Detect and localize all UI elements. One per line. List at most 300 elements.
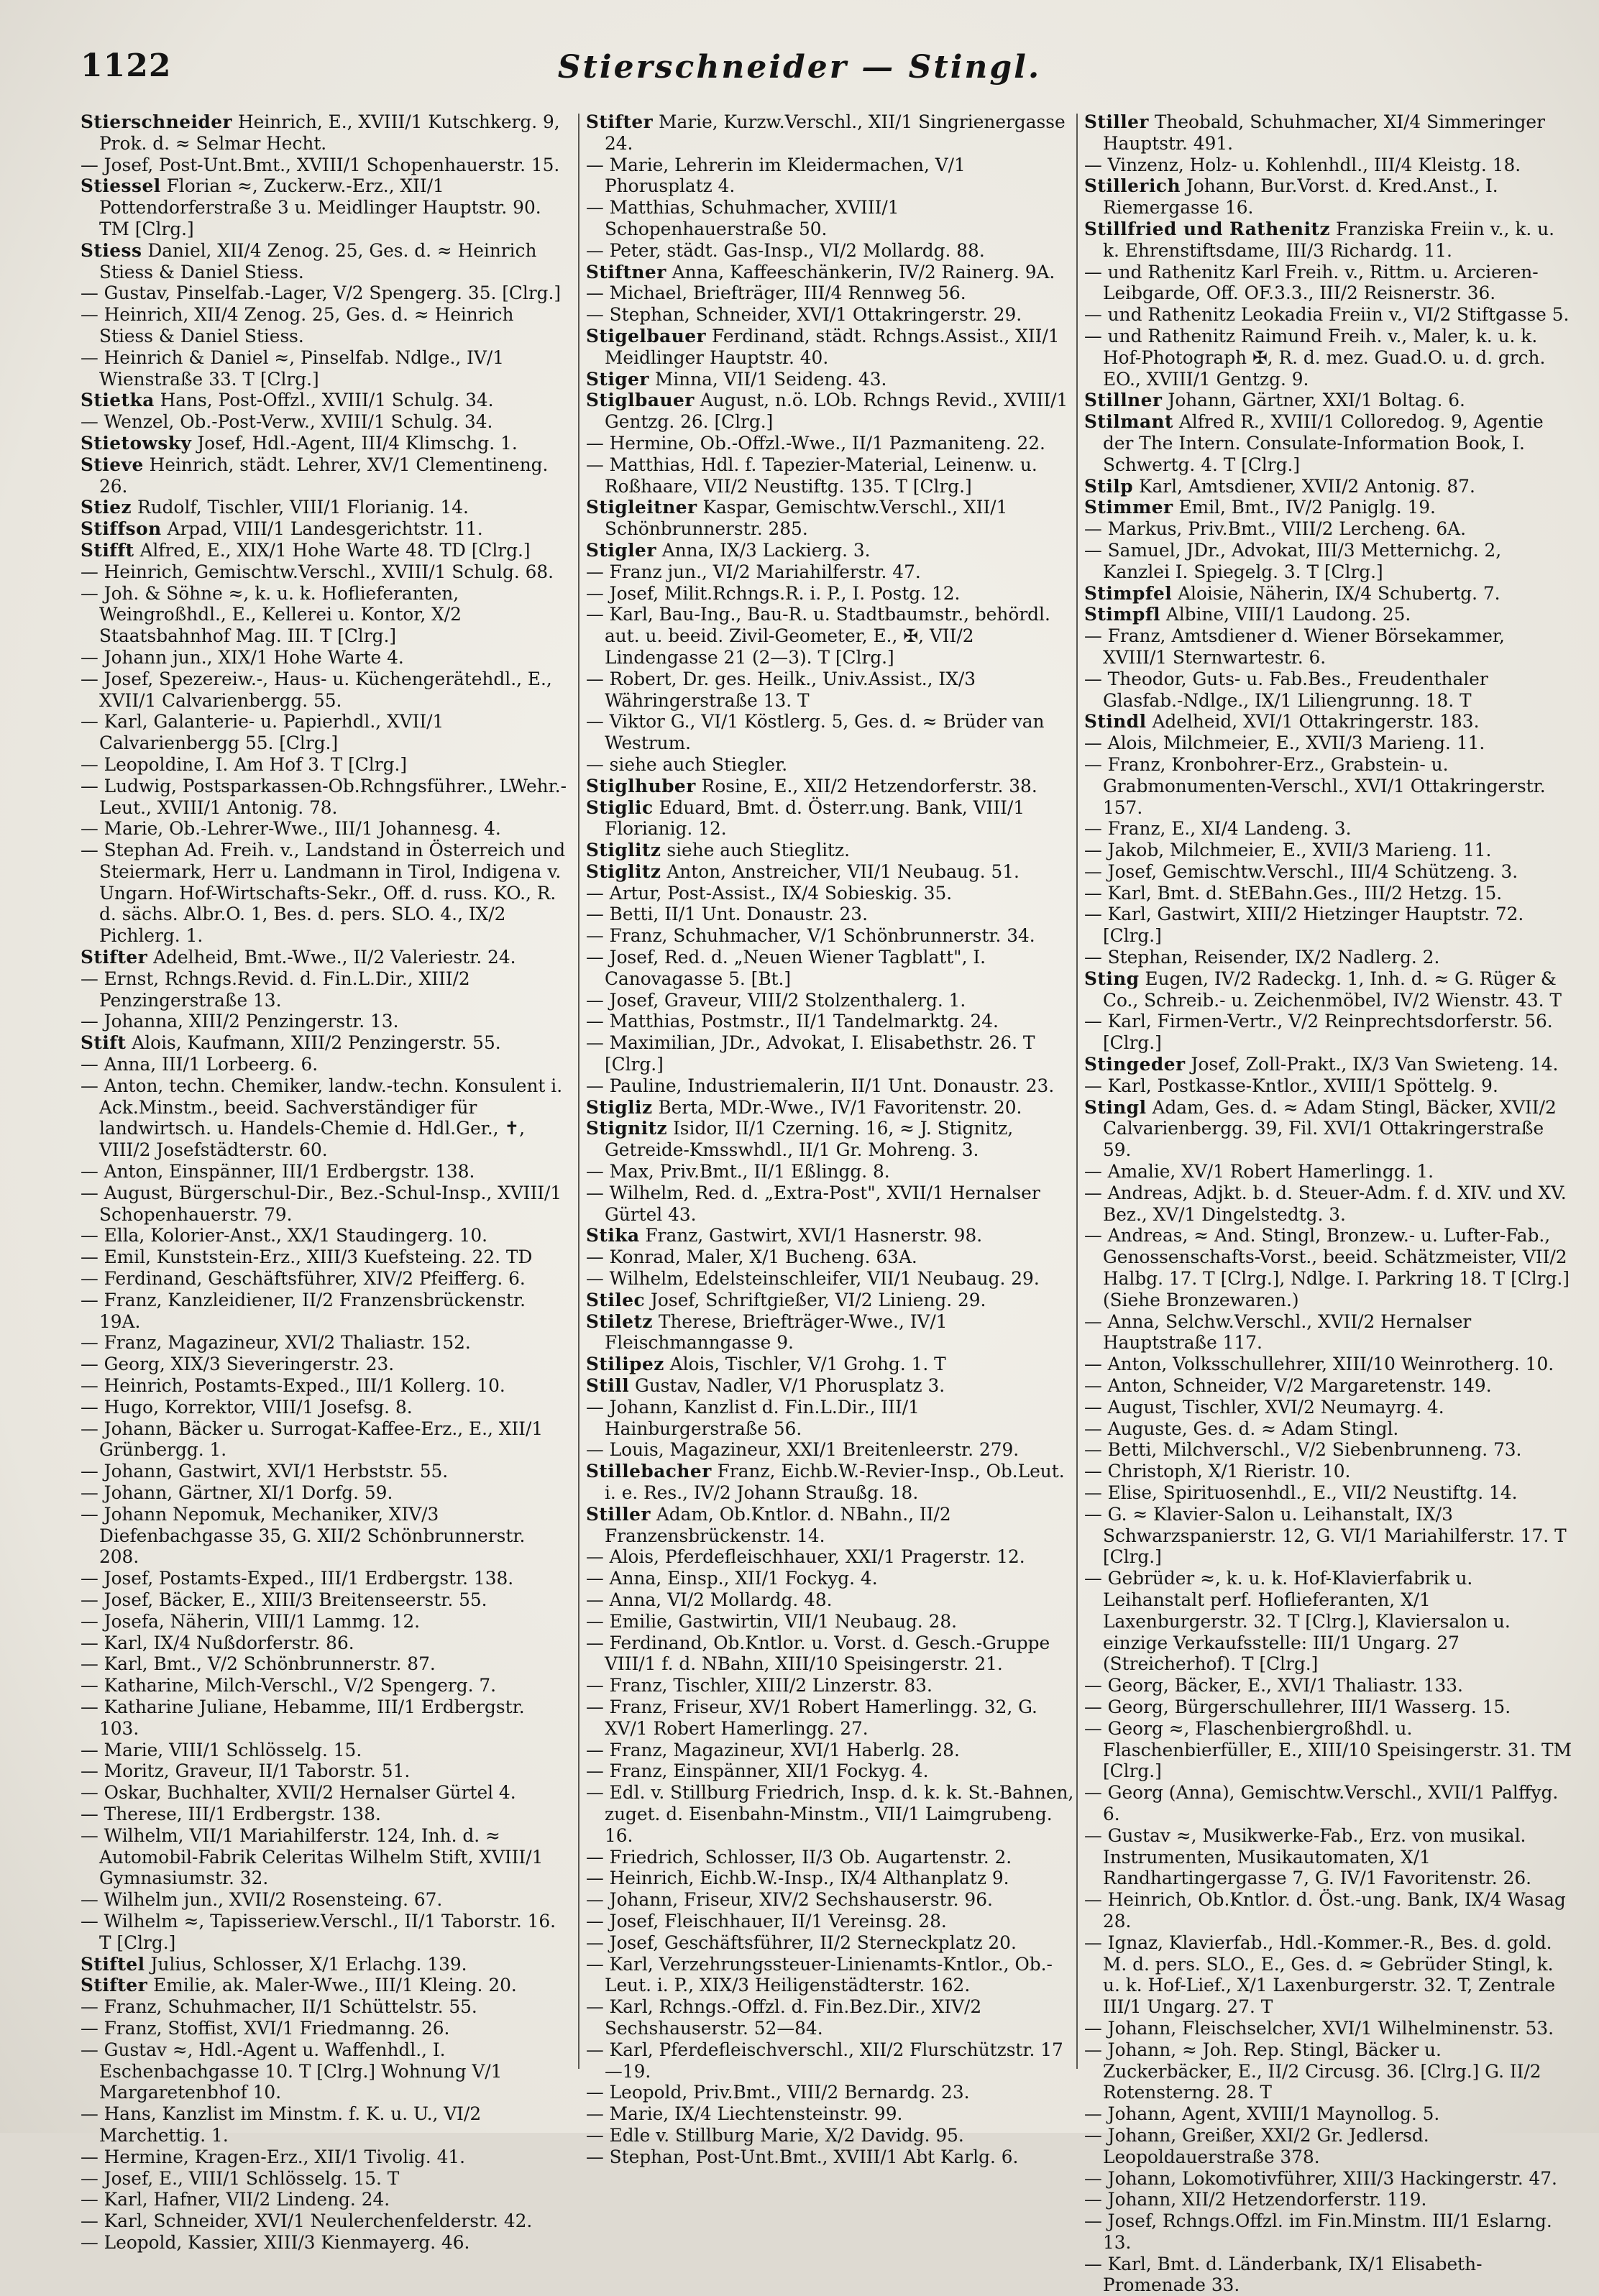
directory-entry: [1084, 1311, 1573, 1354]
entry-details: — Franz, Einspänner, XII/1 Fockyg. 4.: [586, 1760, 929, 1782]
entry-details: — Leopold, Kassier, XIII/3 Kienmayerg. 46.: [81, 2231, 470, 2253]
directory-entry: [81, 1461, 569, 1482]
directory-entry: [81, 2018, 569, 2039]
directory-entry: [586, 1375, 1075, 1397]
directory-entry: [586, 797, 1075, 840]
entry-details: Franziska Freiin v., k. u. k. Ehrenstiftsdame, III/3 Richardg. 11.: [1103, 218, 1554, 261]
entry-details: Rosine, E., XII/2 Hetzendorferstr. 38.: [701, 775, 1037, 796]
entry-details: Alois, Tischler, V/1 Grohg. 1. T: [669, 1354, 946, 1375]
entry-details: — Katharine Juliane, Hebamme, III/1 Erdbergstr. 103.: [81, 1696, 525, 1739]
directory-entry: [586, 1740, 1075, 1761]
entry-surname: Stimpfl: [1084, 604, 1160, 625]
entry-details: — Franz, Schuhmacher, V/1 Schönbrunnerstr. 34.: [586, 925, 1035, 947]
directory-entry: [1084, 540, 1573, 583]
directory-entry: [586, 390, 1075, 433]
directory-entry: [81, 1354, 569, 1375]
column-divider: [578, 114, 579, 2069]
entry-details: — Franz, Amtsdiener d. Wiener Börsekammer, XVIII/1 Sternwartestr. 6.: [1084, 625, 1505, 668]
directory-entry: [1084, 175, 1573, 219]
entry-details: — und Rathenitz Leokadia Freiin v., VI/2 Stiftgasse 5.: [1084, 304, 1570, 326]
entry-details: — Peter, städt. Gas-Insp., VI/2 Mollardg. 88.: [586, 239, 985, 261]
entry-details: Florian ≈, Zuckerw.-Erz., XII/1 Pottendorferstraße 3 u. Meidlinger Hauptstr. 90. TM [Clrg.]: [99, 175, 541, 239]
directory-entry: [81, 1161, 569, 1183]
directory-entry: [586, 1954, 1075, 1997]
column-divider: [1076, 114, 1078, 2069]
column-left: [81, 111, 569, 2253]
directory-entry: [1084, 1504, 1573, 1568]
directory-entry: [1084, 2189, 1573, 2210]
entry-surname: Stiez: [81, 497, 132, 518]
directory-entry: [586, 1354, 1075, 1375]
entry-details: — Josef, E., VIII/1 Schlösselg. 15. T: [81, 2167, 400, 2189]
entry-surname: Stiglhuber: [586, 775, 696, 796]
entry-details: — Anton, Einspänner, III/1 Erdbergstr. 138.: [81, 1161, 475, 1183]
directory-entry: [81, 1504, 569, 1568]
entry-surname: Stignitz: [586, 1118, 668, 1139]
entry-surname: Stilmant: [1084, 411, 1173, 433]
entry-details: Johann, Bur.Vorst. d. Kred.Anst., I. Riemergasse 16.: [1103, 175, 1498, 219]
entry-details: — Georg, Bäcker, E., XVI/1 Thaliastr. 133.: [1084, 1675, 1463, 1696]
entry-surname: Sting: [1084, 968, 1140, 989]
entry-surname: Stifter: [586, 111, 654, 132]
entry-details: — Ferdinand, Geschäftsführer, XIV/2 Pfeifferg. 6.: [81, 1268, 526, 1290]
directory-entry: [1084, 754, 1573, 818]
entry-details: — Johann, Bäcker u. Surrogat-Kaffee-Erz., E., XII/1 Grünbergg. 1.: [81, 1418, 544, 1461]
column-right: [1084, 111, 1573, 2296]
entry-details: — Alois, Milchmeier, E., XVII/3 Marieng. 11.: [1084, 733, 1485, 754]
entry-details: — Emilie, Gastwirtin, VII/1 Neubaug. 28.: [586, 1610, 958, 1632]
directory-entry: [1084, 518, 1573, 540]
entry-details: Adelheid, Bmt.-Wwe., II/2 Valeriestr. 24.: [153, 947, 516, 968]
entry-details: — Viktor G., VI/1 Köstlerg. 5, Ges. d. ≈ Brüder van Westrum.: [586, 711, 1045, 754]
directory-entry: [586, 840, 1075, 861]
entry-details: — Elise, Spirituosenhdl., E., VII/2 Neustiftg. 14.: [1084, 1482, 1518, 1503]
entry-details: — Samuel, JDr., Advokat, III/3 Metternichg. 2, Kanzlei I. Spiegelg. 3. T [Clrg.]: [1084, 539, 1502, 582]
entry-details: Gustav, Nadler, V/1 Phorusplatz 3.: [635, 1375, 945, 1397]
page-number: 1122: [81, 47, 172, 84]
directory-entry: [586, 947, 1075, 990]
directory-entry: [1084, 1718, 1573, 1782]
directory-entry: [586, 1161, 1075, 1183]
entry-surname: Stimmer: [1084, 497, 1173, 518]
entry-surname: Still: [586, 1375, 630, 1397]
directory-entry: [586, 1568, 1075, 1589]
directory-entry: [586, 1696, 1075, 1740]
directory-entry: [81, 1075, 569, 1161]
entry-details: — Marie, VIII/1 Schlösselg. 15.: [81, 1739, 362, 1760]
directory-entry: [586, 1246, 1075, 1268]
entry-details: Johann, Gärtner, XXI/1 Boltag. 6.: [1168, 390, 1465, 411]
entry-details: — Wilhelm jun., XVII/2 Rosensteing. 67.: [81, 1889, 443, 1911]
directory-entry: [81, 1482, 569, 1504]
directory-entry: [81, 454, 569, 497]
directory-entry: [1084, 2210, 1573, 2254]
directory-entry: [1084, 304, 1573, 326]
directory-entry: [81, 540, 569, 561]
directory-entry: [81, 1183, 569, 1226]
directory-entry: [1084, 1675, 1573, 1696]
entry-details: — Emil, Kunststein-Erz., XIII/3 Kuefsteing. 22. TD: [81, 1246, 533, 1268]
directory-entry: [81, 1825, 569, 1889]
directory-entry: [81, 1804, 569, 1825]
entry-details: — Georg (Anna), Gemischtw.Verschl., XVII/1 Palffyg. 6.: [1084, 1782, 1559, 1824]
directory-entry: [586, 262, 1075, 283]
directory-entry: [1084, 1568, 1573, 1675]
entry-details: — Hans, Kanzlist im Minstm. f. K. u. U., VI/2 Marchettig. 1.: [81, 2103, 482, 2146]
entry-details: Adam, Ges. d. ≈ Adam Stingl, Bäcker, XVII/2 Calvarienbergg. 39, Fil. XVI/1 Ottakringerstraße 59.: [1103, 1096, 1557, 1161]
entry-details: — Edle v. Stillburg Marie, X/2 Davidg. 95.: [586, 2124, 964, 2146]
directory-entry: [586, 904, 1075, 925]
entry-details: Franz, Gastwirt, XVI/1 Hasnerstr. 98.: [645, 1225, 983, 1246]
directory-entry: [81, 776, 569, 819]
directory-entry: [81, 1954, 569, 1975]
entry-details: — Oskar, Buchhalter, XVII/2 Hernalser Gürtel 4.: [81, 1782, 516, 1804]
entry-details: — Johann, Gärtner, XI/1 Dorfg. 59.: [81, 1482, 393, 1503]
entry-details: — Wilhelm ≈, Tapisseriew.Verschl., II/1 Taborstr. 16. T [Clrg.]: [81, 1910, 556, 1953]
entry-details: — und Rathenitz Raimund Freih. v., Maler, k. u. k. Hof-Photograph ✠, R. d. mez. Guad.O. u. d. grch. EO., XVIII/1 Gentzg. 9.: [1084, 325, 1546, 390]
entry-details: — Katharine, Milch-Verschl., V/2 Spengerg. 7.: [81, 1675, 497, 1696]
entry-details: — G. ≈ Klavier-Salon u. Leihanstalt, IX/3 Schwarzspanierstr. 12, G. VI/1 Mariahilferstr. 17. T [Clrg.]: [1084, 1503, 1567, 1568]
entry-details: — Stephan, Reisender, IX/2 Nadlerg. 2.: [1084, 947, 1440, 968]
directory-entry: [81, 2168, 569, 2190]
entry-details: — Josef, Postamts-Exped., III/1 Erdbergstr. 138.: [81, 1568, 514, 1589]
directory-entry: [586, 1868, 1075, 1889]
entry-details: — Marie, Ob.-Lehrer-Wwe., III/1 Johannesg. 4.: [81, 818, 501, 840]
entry-details: — Ernst, Rchngs.Revid. d. Fin.L.Dir., XIII/2 Penzingerstraße 13.: [81, 968, 470, 1011]
directory-entry: [81, 347, 569, 390]
directory-entry: [586, 1996, 1075, 2039]
directory-entry: [586, 1911, 1075, 1932]
directory-entry: [586, 604, 1075, 668]
directory-entry: [586, 197, 1075, 240]
directory-entry: [1084, 2103, 1573, 2125]
entry-surname: Stietowsky: [81, 432, 192, 454]
directory-entry: [81, 1696, 569, 1740]
entry-details: — Josef, Rchngs.Offzl. im Fin.Minstm. III/1 Eslarng. 13.: [1084, 2210, 1552, 2253]
directory-entry: [586, 1932, 1075, 1954]
entry-details: — Anton, techn. Chemiker, landw.-techn. Konsulent i. Ack.Minstm., beeid. Sachverständiger für landwirtsch. u. Handels-Chemie d. Hdl.Ger., ✝, VIII/2 Josefstädterstr. 60.: [81, 1075, 563, 1161]
directory-entry: [1084, 1696, 1573, 1718]
directory-entry: [586, 283, 1075, 304]
entry-details: — Georg, Bürgerschullehrer, III/1 Wasserg. 15.: [1084, 1696, 1511, 1717]
entry-details: Karl, Amtsdiener, XVII/2 Antonig. 87.: [1138, 475, 1475, 497]
entry-details: — August, Bürgerschul-Dir., Bez.-Schul-Insp., XVIII/1 Schopenhauerstr. 79.: [81, 1182, 562, 1225]
entry-details: Josef, Zoll-Prakt., IX/3 Van Swieteng. 14.: [1191, 1054, 1559, 1075]
directory-entry: [1084, 904, 1573, 947]
entry-details: — Artur, Post-Assist., IX/4 Sobieskig. 35.: [586, 882, 953, 904]
entry-details: — Franz, Schuhmacher, II/1 Schüttelstr. 55.: [81, 1996, 477, 2018]
entry-details: Arpad, VIII/1 Landesgerichtstr. 11.: [167, 518, 483, 540]
entry-details: — Gustav ≈, Musikwerke-Fab., Erz. von musikal. Instrumenten, Musikautomaten, X/1 Randhartingergasse 7, G. IV/1 Favoritenstr. 26.: [1084, 1824, 1532, 1889]
directory-entry: [586, 155, 1075, 198]
directory-entry: [81, 283, 569, 304]
entry-details: — Stephan Ad. Freih. v., Landstand in Österreich und Steiermark, Herr u. Landmann in Tirol, Indigena v. Ungarn. Hof-Wirtschafts-Sekr., Off. d. russ. KO., R. d. sächs. Albr.O. 1, Bes. d. pers. SLO. 4., IX/2 Pichlerg. 1.: [81, 840, 566, 947]
directory-entry: [81, 1397, 569, 1418]
entry-details: — Gustav ≈, Hdl.-Agent u. Waffenhdl., I. Eschenbachgasse 10. T [Clrg.] Wohnung V/1 Margaretenbhof 10.: [81, 2039, 503, 2103]
entry-details: — Karl, IX/4 Nußdorferstr. 86.: [81, 1632, 354, 1653]
entry-surname: Stilec: [586, 1289, 646, 1310]
entry-surname: Stigelbauer: [586, 325, 707, 346]
directory-entry: [81, 711, 569, 754]
directory-entry: [1084, 669, 1573, 712]
directory-entry: [586, 1439, 1075, 1461]
entry-details: — Matthias, Postmstr., II/1 Tandelmarktg. 24.: [586, 1011, 999, 1032]
entry-details: — Karl, Bmt. d. Länderbank, IX/1 Elisabeth-Promenade 33.: [1084, 2253, 1483, 2296]
entry-details: — Anna, VI/2 Mollardg. 48.: [586, 1589, 833, 1610]
directory-entry: [586, 2146, 1075, 2168]
directory-entry: [81, 1633, 569, 1654]
directory-entry: [586, 1611, 1075, 1633]
directory-entry: [81, 818, 569, 840]
entry-details: — Edl. v. Stillburg Friedrich, Insp. d. k. k. St.-Bahnen, zuget. d. Eisenbahn-Minstm., VII/1 Laimgrubeng. 16.: [586, 1782, 1074, 1846]
entry-details: — Matthias, Schuhmacher, XVIII/1 Schopenhauerstraße 50.: [586, 197, 899, 239]
entry-details: — Johanna, XIII/2 Penzingerstr. 13.: [81, 1011, 399, 1032]
entry-details: — Franz, E., XI/4 Landeng. 3.: [1084, 818, 1352, 840]
entry-surname: Stillfried und Rathenitz: [1084, 218, 1331, 239]
entry-details: — Marie, Lehrerin im Kleidermachen, V/1 Phorusplatz 4.: [586, 154, 966, 197]
entry-details: Eduard, Bmt. d. Österr.ung. Bank, VIII/1 Florianig. 12.: [605, 796, 1025, 840]
directory-entry: [81, 1054, 569, 1075]
entry-details: — Karl, Bmt., V/2 Schönbrunnerstr. 87.: [81, 1653, 436, 1675]
directory-entry: [1084, 625, 1573, 669]
directory-entry: [1084, 947, 1573, 968]
directory-entry: [1084, 1054, 1573, 1075]
entry-surname: Stigliz: [586, 1096, 653, 1118]
entry-details: — Vinzenz, Holz- u. Kohlenhdl., III/4 Kleistg. 18.: [1084, 154, 1521, 175]
entry-details: — Andreas, Adjkt. b. d. Steuer-Adm. f. d. XIV. und XV. Bez., XV/1 Dingelstedtg. 3.: [1084, 1182, 1567, 1225]
directory-entry: [1084, 840, 1573, 861]
entry-details: — Leopold, Priv.Bmt., VIII/2 Bernardg. 23.: [586, 2082, 970, 2103]
directory-entry: [81, 1611, 569, 1633]
directory-entry: [586, 1268, 1075, 1290]
entry-details: — Anna, Einsp., XII/1 Fockyg. 4.: [586, 1568, 878, 1589]
entry-details: — Karl, Verzehrungssteuer-Linienamts-Kntlor., Ob.-Leut. i. P., XIX/3 Heiligenstädterstr. 162.: [586, 1953, 1053, 1996]
entry-details: — Anton, Schneider, V/2 Margaretenstr. 149.: [1084, 1375, 1492, 1397]
directory-entry: [1084, 2039, 1573, 2103]
directory-entry: [586, 111, 1075, 155]
entry-details: — Johann, Agent, XVIII/1 Maynollog. 5.: [1084, 2103, 1440, 2125]
directory-entry: [586, 990, 1075, 1011]
directory-entry: [586, 454, 1075, 497]
entry-details: — Wenzel, Ob.-Post-Verw., XVIII/1 Schulg. 34.: [81, 411, 493, 433]
entry-details: — Johann, ≈ Joh. Rep. Stingl, Bäcker u. Zuckerbäcker, E., II/2 Circusg. 36. [Clrg.] G. II/2 Rotensterng. 28. T: [1084, 2039, 1541, 2103]
directory-entry: [81, 1568, 569, 1589]
entry-surname: Stiglitz: [586, 840, 661, 861]
entry-details: — Betti, II/1 Unt. Donaustr. 23.: [586, 904, 868, 925]
directory-entry: [81, 2210, 569, 2232]
entry-details: — Karl, Hafner, VII/2 Lindeng. 24.: [81, 2189, 390, 2210]
entry-details: — Josef, Post-Unt.Bmt., XVIII/1 Schopenhauerstr. 15.: [81, 154, 560, 175]
directory-entry: [1084, 818, 1573, 840]
directory-entry: [1084, 883, 1573, 904]
directory-entry: [1084, 2168, 1573, 2190]
directory-entry: [81, 175, 569, 239]
entry-details: — Franz, Kanzleidiener, II/2 Franzensbrückenstr. 19A.: [81, 1289, 526, 1332]
entry-details: — Johann, Kanzlist d. Fin.L.Dir., III/1 Hainburgerstraße 56.: [586, 1396, 920, 1439]
entry-details: — Heinrich, Ob.Kntlor. d. Öst.-ung. Bank, IX/4 Wasag 28.: [1084, 1889, 1566, 1932]
entry-details: Isidor, II/1 Czerning. 16, ≈ J. Stignitz, Getreide-Kmsswhdl., II/1 Gr. Mohreng. 3.: [605, 1118, 1014, 1161]
directory-entry: [1084, 1097, 1573, 1161]
directory-entry: [1084, 111, 1573, 155]
entry-details: — Josef, Red. d. „Neuen Wiener Tagblatt", I. Canovagasse 5. [Bt.]: [586, 947, 986, 989]
directory-entry: [1084, 968, 1573, 1011]
directory-entry: [586, 1311, 1075, 1354]
directory-entry: [586, 1889, 1075, 1911]
entry-details: — Markus, Priv.Bmt., VIII/2 Lercheng. 6A.: [1084, 518, 1466, 540]
directory-entry: [586, 433, 1075, 454]
directory-entry: [1084, 1397, 1573, 1418]
entry-details: — Maximilian, JDr., Advokat, I. Elisabethstr. 26. T [Clrg.]: [586, 1032, 1035, 1075]
entry-details: — Josef, Geschäftsführer, II/2 Sterneckplatz 20.: [586, 1932, 1017, 1953]
directory-entry: [586, 326, 1075, 369]
entry-details: Emil, Bmt., IV/2 Paniglg. 19.: [1178, 497, 1436, 518]
directory-entry: [81, 840, 569, 947]
entry-details: — Karl, Schneider, XVI/1 Neulerchenfelderstr. 42.: [81, 2210, 533, 2232]
directory-entry: [1084, 411, 1573, 475]
entry-details: — Auguste, Ges. d. ≈ Adam Stingl.: [1084, 1418, 1399, 1439]
directory-entry: [586, 561, 1075, 583]
directory-entry: [81, 583, 569, 647]
entry-details: — Gebrüder ≈, k. u. k. Hof-Klavierfabrik u. Leihanstalt perf. Hoflieferanten, X/1 Laxenburgerstr. 32. T [Clrg.], Klaviersalon u. einzige Verkaufsstelle: III/1 Ungarg. 27 (Streicherhof). T [Clrg.]: [1084, 1568, 1511, 1675]
directory-entry: [1084, 1782, 1573, 1825]
entry-details: Hans, Post-Offzl., XVIII/1 Schulg. 34.: [160, 390, 494, 411]
directory-entry: [81, 1782, 569, 1804]
entry-details: — Moritz, Graveur, II/1 Taborstr. 51.: [81, 1760, 411, 1782]
directory-entry: [586, 669, 1075, 712]
entry-details: Eugen, IV/2 Radeckg. 1, Inh. d. ≈ G. Rüger & Co., Schreib.- u. Zeichenmöbel, IV/2 Wienstr. 43. T: [1103, 968, 1562, 1011]
entry-details: — Ignaz, Klavierfab., Hdl.-Kommer.-R., Bes. d. gold. M. d. pers. SLO., E., Ges. d. ≈ Gebrüder Stingl, k. u. k. Hof-Lief., X/1 Laxenburgerstr. 32. T, Zentrale III/1 Ungarg. 27. T: [1084, 1932, 1556, 2018]
directory-entry: [586, 1075, 1075, 1097]
directory-entry: [586, 1760, 1075, 1782]
directory-entry: [81, 754, 569, 776]
entry-details: Adelheid, XVI/1 Ottakringerstr. 183.: [1152, 711, 1480, 733]
directory-entry: [586, 2039, 1075, 2083]
entry-details: — Heinrich, Eichb.W.-Insp., IX/4 Althanplatz 9.: [586, 1868, 1009, 1889]
entry-details: — Hermine, Kragen-Erz., XII/1 Tivolig. 41.: [81, 2146, 466, 2167]
entry-surname: Stillner: [1084, 390, 1163, 411]
directory-entry: [586, 240, 1075, 262]
entry-details: — Josef, Gemischtw.Verschl., III/4 Schützeng. 3.: [1084, 860, 1518, 882]
entry-details: — Josef, Graveur, VIII/2 Stolzenthalerg. 1.: [586, 989, 966, 1011]
entry-details: — Alois, Pferdefleischhauer, XXI/1 Pragerstr. 12.: [586, 1546, 1025, 1568]
entry-details: — Franz, Magazineur, XVI/1 Haberlg. 28.: [586, 1739, 960, 1760]
directory-entry: [1084, 1439, 1573, 1461]
directory-entry: [1084, 711, 1573, 733]
entry-surname: Stillerich: [1084, 175, 1181, 197]
entry-details: Daniel, XII/4 Zenog. 25, Ges. d. ≈ Heinrich Stiess & Daniel Stiess.: [99, 239, 537, 283]
directory-entry: [586, 754, 1075, 776]
entry-details: — Josef, Bäcker, E., XIII/3 Breitenseerstr. 55.: [81, 1589, 487, 1610]
directory-entry: [1084, 2018, 1573, 2039]
directory-entry: [1084, 390, 1573, 411]
entry-details: — Andreas, ≈ And. Stingl, Bronzew.- u. Lufter-Fab., Genossenschafts-Vorst., beeid. Schätzmeister, VII/2 Halbg. 17. T [Clrg.], Ndlge. I. Parkring 18. T [Clrg.] (Siehe Bronzewaren.): [1084, 1225, 1570, 1310]
directory-entry: [586, 1461, 1075, 1504]
entry-details: — Jakob, Milchmeier, E., XVII/3 Marieng. 11.: [1084, 840, 1492, 861]
entry-surname: Stierschneider: [81, 111, 233, 132]
directory-entry: [586, 2103, 1075, 2125]
entry-surname: Stika: [586, 1225, 640, 1246]
directory-entry: [81, 1332, 569, 1354]
directory-entry: [81, 304, 569, 347]
entry-surname: Stilipez: [586, 1354, 664, 1375]
entry-details: — Konrad, Maler, X/1 Bucheng. 63A.: [586, 1246, 917, 1268]
directory-entry: [1084, 1161, 1573, 1183]
directory-entry: [586, 1097, 1075, 1119]
entry-surname: Stifter: [81, 947, 148, 968]
directory-entry: [1084, 1354, 1573, 1375]
entry-details: — Heinrich & Daniel ≈, Pinselfab. Ndlge., IV/1 Wienstraße 33. T [Clrg.]: [81, 346, 504, 390]
directory-entry: [81, 433, 569, 454]
directory-entry: [586, 583, 1075, 605]
entry-details: Minna, VII/1 Seideng. 43.: [654, 368, 887, 390]
directory-entry: [81, 155, 569, 176]
entry-details: — Louis, Magazineur, XXI/1 Breitenleerstr. 279.: [586, 1439, 1020, 1461]
entry-surname: Stieve: [81, 454, 144, 475]
directory-entry: [81, 1589, 569, 1611]
directory-entry: [81, 1375, 569, 1397]
directory-entry: [1084, 326, 1573, 390]
entry-details: — Johann, Friseur, XIV/2 Sechshauserstr. 96.: [586, 1889, 993, 1911]
entry-details: — Amalie, XV/1 Robert Hamerlingg. 1.: [1084, 1161, 1434, 1183]
entry-surname: Stiftel: [81, 1953, 145, 1975]
directory-entry: [1084, 1825, 1573, 1889]
directory-entry: [586, 883, 1075, 904]
directory-entry: [81, 240, 569, 283]
entry-details: Heinrich, E., XVIII/1 Kutschkerg. 9, Prok. d. ≈ Selmar Hecht.: [99, 111, 560, 154]
entry-details: Alfred, E., XIX/1 Hohe Warte 48. TD [Clrg.]: [139, 539, 531, 561]
directory-entry: [81, 111, 569, 155]
entry-details: Therese, Briefträger-Wwe., IV/1 Fleischmanngasse 9.: [605, 1310, 948, 1354]
entry-surname: Stiglbauer: [586, 390, 695, 411]
entry-details: — Heinrich, Gemischtw.Verschl., XVIII/1 Schulg. 68.: [81, 561, 554, 582]
directory-entry: [586, 1633, 1075, 1676]
entry-details: — Josef, Fleischhauer, II/1 Vereinsg. 28.: [586, 1910, 947, 1932]
directory-entry: [1084, 1225, 1573, 1310]
entry-surname: Stifft: [81, 539, 134, 561]
entry-details: — Pauline, Industriemalerin, II/1 Unt. Donaustr. 23.: [586, 1075, 1055, 1096]
directory-entry: [81, 2039, 569, 2103]
entry-details: — Friedrich, Schlosser, II/3 Ob. Augartenstr. 2.: [586, 1846, 1012, 1868]
directory-entry: [81, 1032, 569, 1054]
directory-entry: [586, 1675, 1075, 1696]
directory-entry: [586, 1397, 1075, 1440]
entry-surname: Stiftner: [586, 261, 666, 283]
directory-entry: [586, 711, 1075, 754]
entry-details: — Anna, III/1 Lorbeerg. 6.: [81, 1054, 319, 1075]
entry-surname: Stingeder: [1084, 1054, 1186, 1075]
entry-details: siehe auch Stieglitz.: [666, 840, 850, 861]
entry-details: Franz, Eichb.W.-Revier-Insp., Ob.Leut. i. e. Res., IV/2 Johann Straußg. 18.: [605, 1461, 1065, 1503]
directory-entry: [586, 497, 1075, 540]
directory-entry: [1084, 861, 1573, 883]
entry-surname: Stillebacher: [586, 1461, 712, 1482]
directory-entry: [1084, 1075, 1573, 1097]
entry-details: — Heinrich, XII/4 Zenog. 25, Ges. d. ≈ Heinrich Stiess & Daniel Stiess.: [81, 304, 514, 346]
entry-details: Aloisie, Näherin, IX/4 Schubertg. 7.: [1178, 582, 1501, 604]
entry-details: — Johann jun., XIX/1 Hohe Warte 4.: [81, 646, 404, 668]
entry-details: Albine, VIII/1 Laudong. 25.: [1165, 604, 1411, 625]
entry-surname: Stingl: [1084, 1096, 1147, 1118]
entry-details: — Franz jun., VI/2 Mariahilferstr. 47.: [586, 561, 921, 582]
entry-details: — Johann, XII/2 Hetzendorferstr. 119.: [1084, 2189, 1427, 2210]
directory-entry: [81, 390, 569, 411]
directory-entry: [586, 540, 1075, 561]
directory-entry: [81, 561, 569, 583]
entry-details: — Johann, Lokomotivführer, XIII/3 Hackingerstr. 47.: [1084, 2167, 1557, 2189]
directory-entry: [1084, 583, 1573, 605]
entry-details: Josef, Hdl.-Agent, III/4 Klimschg. 1.: [197, 432, 518, 454]
directory-entry: [1084, 1418, 1573, 1440]
